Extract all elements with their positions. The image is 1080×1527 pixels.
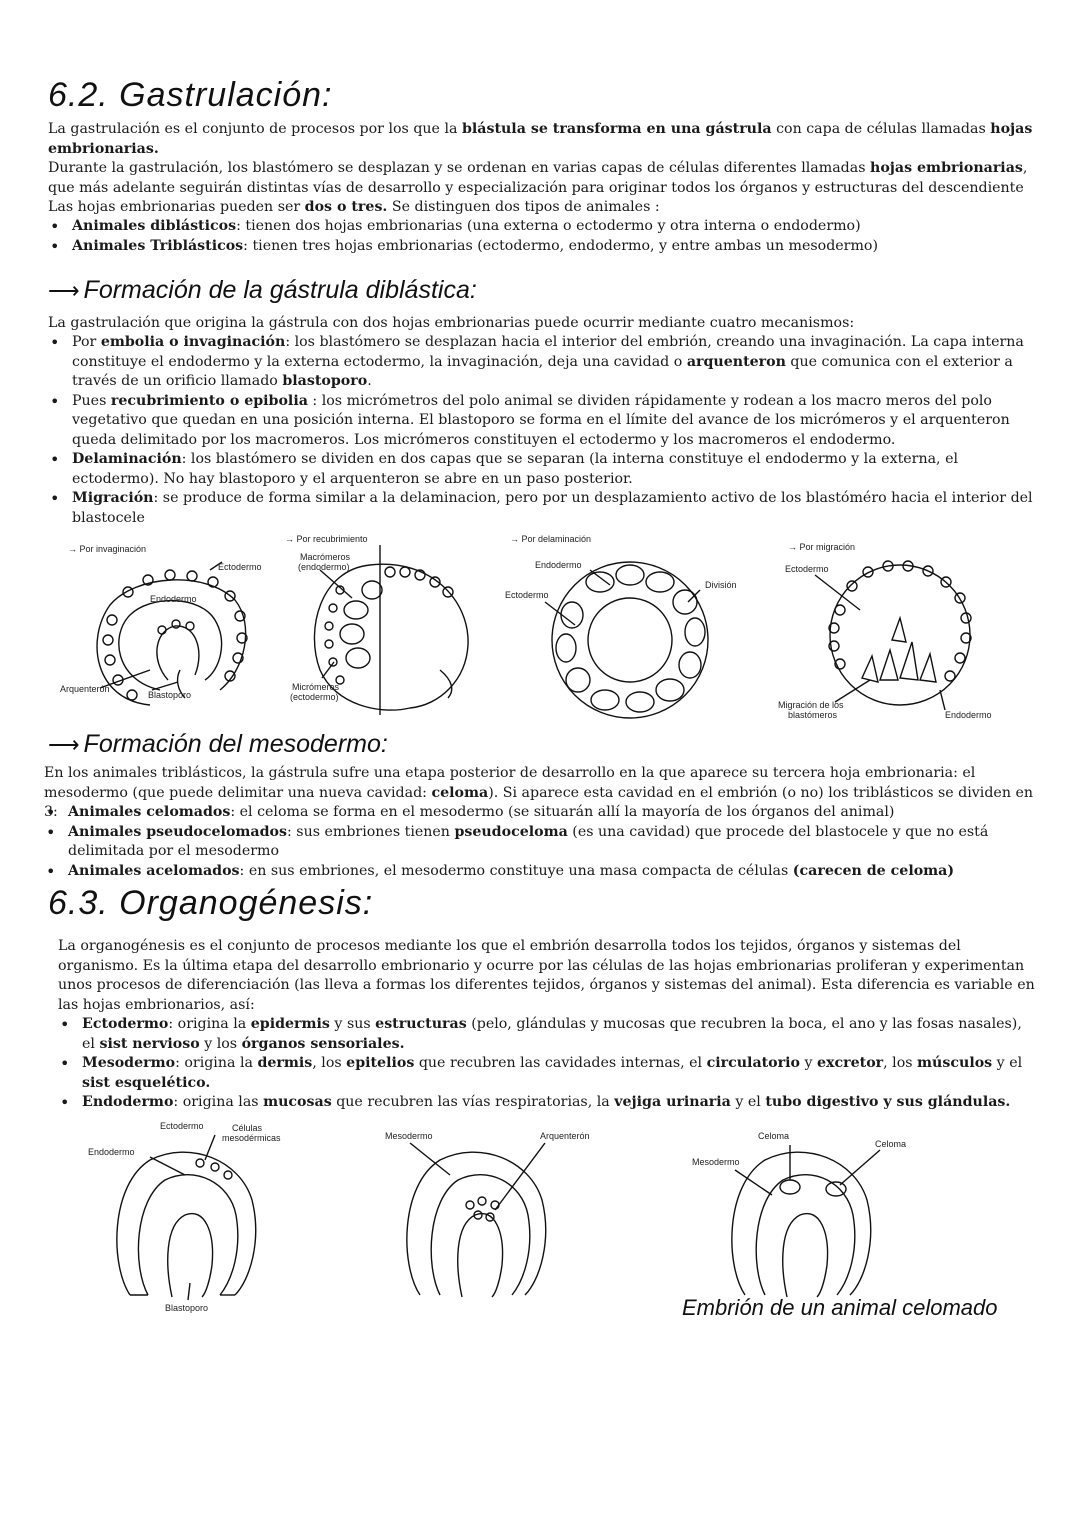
list-item: • Endodermo: origina las mucosas que recubren las vías respiratorias, la vejiga urinaria y el tubo digestivo y sus glándulas. xyxy=(58,1093,1038,1113)
label-endodermo-3: Endodermo xyxy=(535,560,582,570)
list-item: • Por embolia o invaginación: los blastómero se desplazan hacia el interior del embrión, creando una invaginación. La capa interna constituye el endodermo y la externa ectodermo, la invaginación, deja una cavidad o arquenteron que comunica con el exterior a través de un orificio llamado blastoporo. xyxy=(48,333,1038,392)
list-item: • Animales celomados: el celoma se forma en el mesodermo (se situarán allí la mayoría de los órganos del animal) xyxy=(44,803,1034,823)
organogenesis-paragraph: La organogénesis es el conjunto de procesos mediante los que el embrión desarrolla todos los tejidos, órganos y sistemas del organismo. Es la última etapa del desarrollo embrionario y ocurre por las células de las hojas embrionarias proliferan y experimentan unos procesos de diferenciación (las lleva a formas los diferentes tejidos, órganos y sistemas del animal). Esta diferencia es variable en las hojas embrionarios, así: xyxy=(58,938,1035,1013)
triblasticos-list xyxy=(44,803,1034,881)
label-por-invaginacion: → Por invaginación xyxy=(68,544,147,554)
label-arquenteron-1: Arquenterón xyxy=(60,684,110,694)
label-por-delaminacion: → Por delaminación xyxy=(510,534,592,544)
label-endodermo-4: Endodermo xyxy=(945,710,992,720)
label-endodermo-2: Endodermo xyxy=(88,1147,135,1157)
label-celulas: Células xyxy=(232,1123,263,1133)
label-mesodermo-2: Mesodermo xyxy=(385,1131,433,1141)
label-micromeros-ectodermo: (ectodermo) xyxy=(290,692,339,702)
label-arquenteron-2: Arquenterón xyxy=(540,1131,590,1141)
gastrulacion-paragraph-3: Las hojas embrionarias pueden ser dos o tres. Se distinguen dos tipos de animales : xyxy=(48,199,660,215)
label-celoma-2: Celoma xyxy=(875,1139,907,1149)
label-por-recubrimiento: → Por recubrimiento xyxy=(285,534,368,544)
label-blastoporo-2: Blastoporo xyxy=(165,1303,209,1313)
diblastica-intro: La gastrulación que origina la gástrula con dos hojas embrionarias puede ocurrir mediante cuatro mecanismos: xyxy=(48,315,855,331)
list-item: • Ectodermo: origina la epidermis y sus estructuras (pelo, glándulas y mucosas que recubren la boca, el ano y las fosas nasales), el sist nervioso y los órganos sensoriales. xyxy=(58,1015,1038,1054)
arrow-icon: ⟶ xyxy=(48,278,80,303)
label-blastomeros: blastómeros xyxy=(788,710,838,720)
label-endodermo-1: Endodermo xyxy=(150,594,197,604)
label-macromeros-endodermo: (endodermo) xyxy=(298,562,350,572)
label-micromeros: Micrómeros xyxy=(292,682,340,692)
label-division: División xyxy=(705,580,737,590)
hojas-embrionarias-list xyxy=(58,1015,1038,1113)
gastrulation-mechanisms-figure xyxy=(0,530,1080,750)
label-celoma-1: Celoma xyxy=(758,1131,790,1141)
label-mesodermicas: mesodérmicas xyxy=(222,1133,281,1143)
arrow-icon: ⟶ xyxy=(48,732,80,757)
mesodermo-paragraph: En los animales triblásticos, la gástrula sufre una etapa posterior de desarrollo en la que aparece su tercera hoja embrionaria: el mesodermo (que puede delimitar una nueva cavidad: celoma). Si aparece esta cavidad en el embrión (o no) los triblásticos se dividen en 3: xyxy=(44,765,1034,820)
list-item: • Animales pseudocelomados: sus embriones tienen pseudoceloma (es una cavidad) que procede del blastocele y que no está delimitada por el mesodermo xyxy=(44,823,1034,862)
section-title-organogenesis: 6.3. Organogénesis: xyxy=(48,884,374,922)
label-ectodermo-1: Ectodermo xyxy=(218,562,262,572)
embryo-3-diagram xyxy=(732,1145,880,1297)
list-item: • Mesodermo: origina la dermis, los epitelios que recubren las cavidades internas, el circulatorio y excretor, los músculos y el sist esquelético. xyxy=(58,1054,1038,1093)
list-item: • Pues recubrimiento o epibolia : los micrómetros del polo animal se dividen rápidamente y rodean a los macro meros del polo vegetativo que quedan en una posición interna. El blastoporo se forma en el límite del avance de los micrómeros y el arquenteron queda delimitado por los macromeros. Los micrómeros constituyen el ectodermo y los macromeros el endodermo. xyxy=(48,392,1038,451)
heading-mesodermo: ⟶ Formación del mesodermo: xyxy=(48,730,388,758)
embryo-1-diagram xyxy=(117,1135,256,1300)
label-por-migracion: → Por migración xyxy=(788,542,856,552)
label-mesodermo-3: Mesodermo xyxy=(692,1157,740,1167)
caption-embrion-celomado: Embrión de un animal celomado xyxy=(682,1295,998,1320)
label-blastoporo-1: Blastoporo xyxy=(148,690,192,700)
animal-types-list xyxy=(48,217,1038,256)
label-ectodermo-2: Ectodermo xyxy=(160,1121,204,1131)
migracion-diagram xyxy=(815,561,971,710)
heading-gastrula-diblastica: ⟶ Formación de la gástrula diblástica: xyxy=(48,276,477,304)
section-title-gastrulacion: 6.2. Gastrulación: xyxy=(48,76,333,114)
gastrulacion-paragraph-1: La gastrulación es el conjunto de procesos por los que la blástula se transforma en una gástrula con capa de células llamadas hojas embrionarias. xyxy=(48,121,1033,157)
label-ectodermo-4: Ectodermo xyxy=(785,564,829,574)
gastrulacion-paragraph-2: Durante la gastrulación, los blastómero se desplazan y se ordenan en varias capas de células diferentes llamadas hojas embrionarias, que más adelante seguirán distintas vías de desarrollo y especialización para originar todos los órganos y estructuras del descendiente xyxy=(48,160,1028,196)
label-ectodermo-3: Ectodermo xyxy=(505,590,549,600)
list-item: • Animales diblásticos: tienen dos hojas embrionarias (una externa o ectodermo y otra interna o endodermo) xyxy=(48,217,1038,237)
label-migracion-blastomeros: Migración de los xyxy=(778,700,844,710)
list-item: • Migración: se produce de forma similar a la delaminacion, pero por un desplazamiento activo de los blastóméro hacia el interior del blastocele xyxy=(48,489,1038,528)
list-item: • Delaminación: los blastómero se dividen en dos capas que se separan (la interna constituye el endodermo y la externa, el ectodermo). No hay blastoporo y el arquenteron se abre en un paso posterior. xyxy=(48,450,1038,489)
list-item: • Animales acelomados: en sus embriones, el mesodermo constituye una masa compacta de células (carecen de celoma) xyxy=(44,862,1034,882)
list-item: • Animales Triblásticos: tienen tres hojas embrionarias (ectodermo, endodermo, y entre ambas un mesodermo) xyxy=(48,237,1038,257)
label-macromeros: Macrómeros xyxy=(300,552,351,562)
embryo-2-diagram xyxy=(407,1143,546,1297)
mechanisms-list xyxy=(48,333,1038,528)
invaginacion-diagram xyxy=(97,562,247,705)
delaminacion-diagram xyxy=(545,562,708,718)
